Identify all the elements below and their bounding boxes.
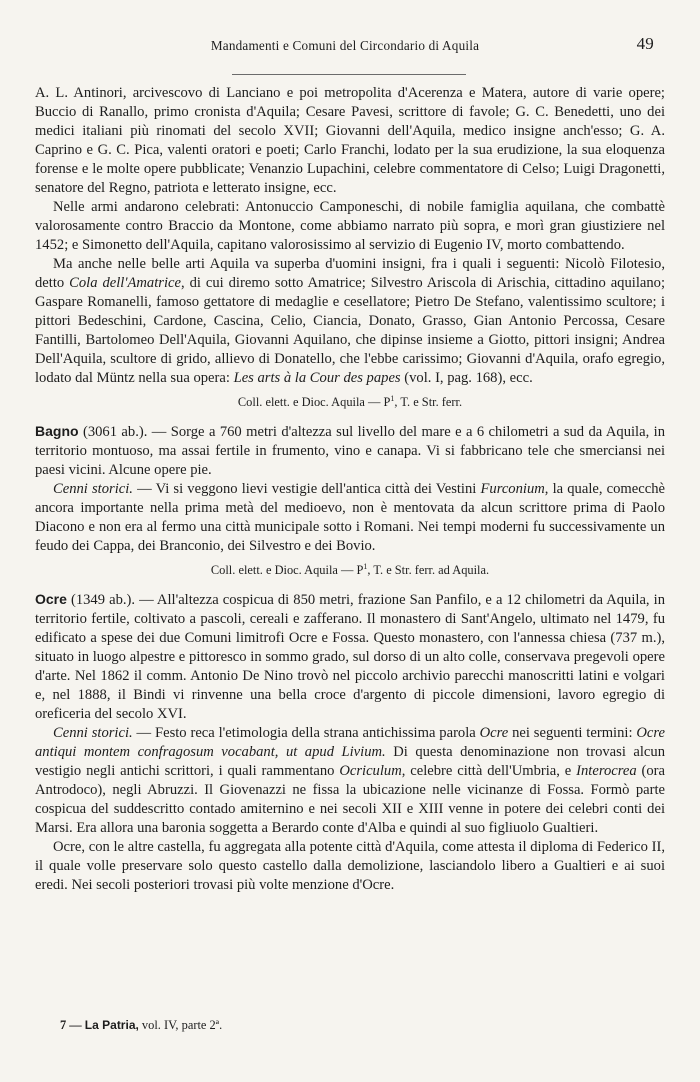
italic-cola: Cola dell'Amatrice <box>69 275 181 291</box>
college-note-bagno: Coll. elett. e Dioc. Aquila — $P^1$, T. e Str. ferr. ad Aquila. <box>210 562 490 578</box>
entry-heading-ocre: Ocre <box>35 591 67 608</box>
header-rule <box>232 74 466 75</box>
body-text <box>35 84 665 895</box>
college-note-aquila: Coll. elett. e Dioc. Aquila — $P^1$, T. e Str. ferr. <box>237 394 463 410</box>
italic-book-title: Les arts à la Cour des papes <box>233 370 401 386</box>
publication-title: La Patria, <box>84 1018 139 1032</box>
running-header <box>36 34 654 56</box>
paragraph-illustrious-men: A. L. Antinori, arcivescovo di Lanciano e poi metropolita d'Acerenza e Matera, autore di varie opere; Buccio di Ranallo, primo cronista d'Aquila; Cesare Pavesi, scrittore di favole; G. C. Benedetti, uno dei medici italiani più rinomati del secolo XVII; Giovanni dell'Aquila, medico insigne anch'esso; G. A. Caprino e G. C. Pica, valenti oratori e poeti; Carlo Franchi, lodato per la sua erudizione, la sua eloquenza forense e le molte opere pubblicate; Venanzio Lupachini, celebre commentatore di Celso; Luigi Dragonetti, senatore del Regno, patriota e letterato insigne, ecc. <box>35 85 665 196</box>
page-number: 49 <box>636 34 654 53</box>
signature-number: 7 — <box>60 1018 82 1032</box>
entry-heading-bagno: Bagno <box>35 423 79 440</box>
entry-bagno: Bagno (3061 ab.). — Sorge a 760 metri d'altezza sul livello del mare e a 6 chilometri a sud da Aquila, in territorio montuoso, ma assai fertile in frumento, vino e canapa. Vi si fabbricano tele che smerciansi nei paesi vicini. Alcune opere pie. <box>35 423 665 479</box>
volume-info: vol. IV, parte 2ª. <box>138 1018 223 1032</box>
signature-footer <box>60 1018 222 1033</box>
paragraph-ocre-history: Cenni storici. — Festo reca l'etimologia della strana antichissima parola Ocre nei seguenti termini: Ocre antiqui montem confragosum vocabant, ut apud Livium. Di questa denominazione non trovasi alcun vestigio negli antichi scrittori, i quali rammentano Ocriculum, celebre città dell'Umbria, e Interocrea (ora Antrodoco), negli Abruzzi. Il Giovenazzi ne fissa la ubicazione nelle vicinanze di Fossa. Formò parte cospicua del suddescritto contado amiternino e nei secoli XII e XIII venne in potere dei celebri conti dei Marsi. Era allora una baronia soggetta a Berardo conte d'Alba e quindi al suo figliuolo Gualtieri. <box>35 725 665 837</box>
paragraph-arms: Nelle armi andarono celebrati: Antonuccio Camponeschi, di nobile famiglia aquilana, che combattè valorosamente contro Braccio da Montone, come abbiamo narrato più sopra, e morì gran giustiziere nel 1452; e Simonetto dell'Aquila, capitano valorosissimo al servizio di Eugenio IV, morto combattendo. <box>35 199 665 253</box>
entry-ocre: Ocre (1349 ab.). — All'altezza cospicua di 850 metri, frazione San Panfilo, e a 12 chilometri da Aquila, in territorio fertile, coltivato a pascoli, cereali e zafferano. Il monastero di Sant'Angelo, ultimato nel 1479, fu edificato a spese dei due Comuni limitrofi Ocre e Fossa. Questo monastero, con l'annessa chiesa (737 m.), situato in luogo alpestre e pittoresco in sommo grado, sul dorso di un alto colle, conservava pregevoli opere d'arte. Nel 1862 il comm. Antonio De Nino trovò nel piccolo archivio parecchi manoscritti latini e volgari e, nel 1888, il Bindi vi rinvenne una bella croce d'argento di piccole dimensioni, lavoro egregio di oreficeria del secolo XVI. <box>35 591 665 723</box>
paragraph-bagno-history: Cenni storici. — Vi si veggono lievi vestigie dell'antica città dei Vestini Furconium, la quale, comecchè ancora importante nella prima metà del medioevo, non è mentovata da alcun scrittore prima di Paolo Diacono e non era al fermo una città municipale sotto i Romani. Nei tempi moderni fu successivamente un feudo dei Cappa, dei Branconio, dei Silvestro e dei Bovio. <box>35 481 665 555</box>
paragraph-arts: Ma anche nelle belle arti Aquila va superba d'uomini insigni, fra i quali i seguenti: Nicolò Filotesio, detto Cola dell'Amatrice, di cui diremo sotto Amatrice; Silvestro Ariscola di Arischia, cittadino aquilano; Gaspare Romanelli, famoso gettatore di medaglie e cesellatore; Pietro De Stefano, valentissimo scultore; i pittori Bedeschini, Cardone, Cascina, Celio, Ciancia, Donato, Grasso, Gian Antonio Percossa, Cesare Fantilli, Bartolomeo Dell'Aquila, Giovanni Aquilano, che dipinse insieme a Giotto, pittori insigni; Andrea Dell'Aquila, scultore di grido, allievo di Donatello, che l'ebbe carissimo; Giovanni d'Aquila, orafo egregio, lodato dal Müntz nella sua opera: Les arts à la Cour des papes (vol. I, pag. 168), ecc. <box>35 256 665 386</box>
paragraph-ocre-aggregation: Ocre, con le altre castella, fu aggregata alla potente città d'Aquila, come attesta il diploma di Federico II, il quale volle preservare solo questo castello dalla demolizione, lasciandolo libero a Gualtieri e ai suoi eredi. Nei secoli posteriori trovasi più volte menzione d'Ocre. <box>35 839 665 894</box>
header-title: Mandamenti e Comuni del Circondario di Aquila <box>210 38 480 53</box>
